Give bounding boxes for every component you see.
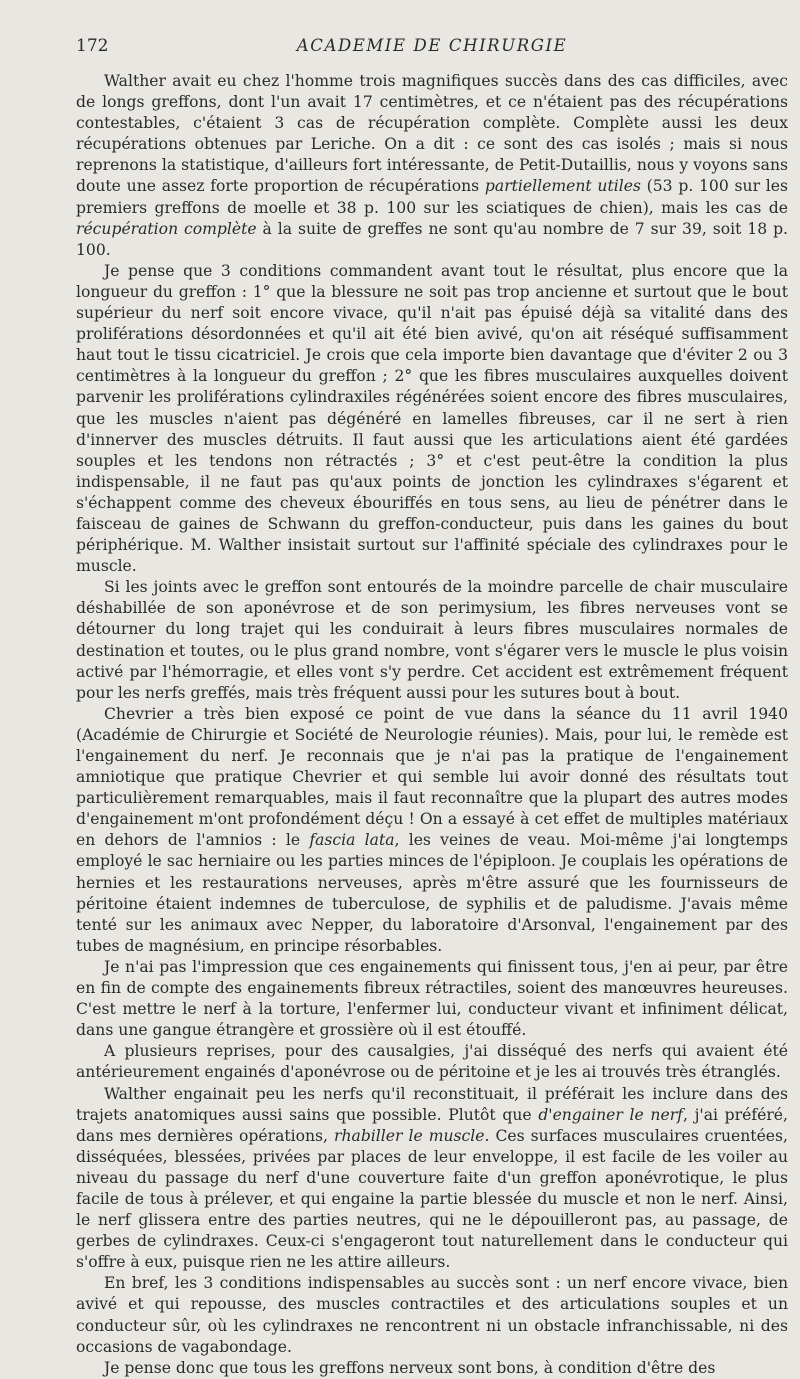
text-run: , les veines de veau. Moi-même j'ai longtemps employé le sac herniaire ou les parties minces de l'épiploon. Je couplais les opérations de hernies et les restaurations nerveuses, après m'être assuré que les fournisseurs de péritoine étaient indemnes de tuberculose, de syphilis et de paludisme. J'avais même tenté sur les animaux avec Nepper, du laboratoire d'Arsonval, l'engainement par des tubes de magnésium, en principe résorbables. xyxy=(76,831,788,955)
text-run: . Ces surfaces musculaires cruentées, disséquées, blessées, privées par places de leur enveloppe, il est facile de les voiler au niveau du passage du nerf d'une couverture faite d'un greffon aponévrotique, le plus facile de tous à prélever, et qui engaine la partie blessée du muscle et non le nerf. Ainsi, le nerf glissera entre des parties neutres, qui ne le dépouilleront pas, au passage, de gerbes de cylindraxes. Ceux-ci s'engageront tout naturellement dans le conducteur qui s'offre à eux, puisque rien ne les attire ailleurs. xyxy=(76,1126,788,1272)
italic-text: partiellement utiles xyxy=(484,177,641,196)
paragraph xyxy=(76,577,788,704)
text-run: Chevrier a très bien exposé ce point de vue dans la séance du 11 avril 1940 (Académie de Chirurgie et Société de Neurologie réunies). Mais, pour lui, le remède est l'engainement du nerf. Je reconnais que je n'ai pas la pratique de l'engainement amniotique que pratique Chevrier et qui semble lui avoir donné des résultats tout particulièrement remarquables, mais il faut reconnaître que la plupart des autres modes d'engainement m'ont profondément déçu ! On a essayé à cet effet de multiples matériaux en dehors de l'amnios : le xyxy=(76,704,788,850)
text-run: A plusieurs reprises, pour des causalgies, j'ai disséqué des nerfs qui avaient été antérieurement engainés d'aponévrose ou de péritoine et je les ai trouvés très étranglés. xyxy=(76,1042,788,1082)
text-run: (53 p. 100 sur les premiers greffons de moelle et 38 p. 100 sur les sciatiques de chien), mais les cas de xyxy=(76,177,788,217)
text-run: Walther engainait peu les nerfs qu'il reconstituait, il préférait les inclure dans des trajets anatomiques aussi sains que possible. Plutôt que xyxy=(76,1084,788,1124)
text-run: En bref, les 3 conditions indispensables au succès sont : un nerf encore vivace, bien avivé et qui repousse, des muscles contractiles et des articulations souples et un conducteur sûr, où les cylindraxes ne rencontrent ni un obstacle infranchissable, ni des occasions de vagabondage. xyxy=(76,1274,788,1356)
text-run: , j'ai préféré, dans mes dernières opérations, xyxy=(76,1105,788,1145)
body-text xyxy=(76,71,788,1379)
italic-text: fascia lata xyxy=(309,831,395,850)
italic-text: récupération complète xyxy=(76,219,257,238)
text-run: Je pense donc que tous les greffons nerveux sont bons, à condition d'être des xyxy=(104,1358,716,1377)
italic-text: rhabiller le muscle xyxy=(334,1126,485,1145)
paragraph xyxy=(76,1084,788,1274)
text-run: Je n'ai pas l'impression que ces engainements qui finissent tous, j'en ai peur, par être en fin de compte des engainements fibreux rétractiles, soient des manœuvres heureuses. C'est mettre le nerf à la torture, l'enfermer lui, conducteur vivant et infiniment délicat, dans une gangue étrangère et grossière où il est étouffé. xyxy=(76,957,788,1040)
text-run: Si les joints avec le greffon sont entourés de la moindre parcelle de chair musculaire déshabillée de son aponévrose et de son perimysium, les fibres nerveuses vont se détourner du long trajet qui les conduirait à leurs fibres musculaires normales de destination et toutes, ou le plus grand nombre, vont s'égarer vers le muscle le plus voisin activé par l'hémorragie, et elles vont s'y perdre. Cet accident est extrêmement fréquent pour les nerfs greffés, mais très fréquent aussi pour les sutures bout à bout. xyxy=(76,578,788,702)
italic-text: d'engainer le nerf xyxy=(538,1105,683,1124)
page-header xyxy=(76,36,788,60)
paragraph xyxy=(76,1273,788,1357)
text-run: à la suite de greffes ne sont qu'au nombre de 7 sur 39, soit 18 p. 100. xyxy=(76,219,789,259)
text-run: Je pense que 3 conditions commandent avant tout le résultat, plus encore que la longueur du greffon : 1° que la blessure ne soit pas trop ancienne et surtout que le bout supérieur du nerf soit encore vivace, qu'il n'ait pas épuisé déjà sa vitalité dans des proliférations désordonnées et qu'il ait été bien avivé, qu'on ait réséqué suffisamment haut tout le tissu cicatriciel. Je crois que cela importe bien davantage que d'éviter 2 ou 3 centimètres à la longueur du greffon ; 2° que les fibres musculaires auxquelles doivent parvenir les proliférations cylindraxiles régénérées soient encore des fibres musculaires, que les muscles n'aient pas dégénéré en lamelles fibreuses, car il ne sert à rien d'innerver des muscles détruits. Il faut aussi que les articulations aient été gardées souples et les tendons non rétractés ; 3° et c'est peut-être la condition la plus indispensable, il ne faut pas qu'aux points de jonction les cylindraxes s'égarent et s'échappent comme des cheveux ébouriffés en tous sens, au lieu de pénétrer dans le faisceau de gaines de Schwann du greffon-conducteur, puis dans les gaines du bout périphérique. M. Walther insistait surtout sur l'affinité spéciale des cylindraxes pour le muscle. xyxy=(76,261,788,576)
paragraph xyxy=(76,1358,788,1379)
paragraph xyxy=(76,957,788,1041)
paragraph xyxy=(76,261,788,577)
paragraph xyxy=(76,704,788,957)
paragraph xyxy=(76,71,788,261)
page-number: 172 xyxy=(76,36,109,56)
text-run: Walther avait eu chez l'homme trois magnifiques succès dans des cas difficiles, avec de longs greffons, dont l'un avait 17 centimètres, et ce n'étaient pas des récupérations contestables, c'étaient 3 cas de récupération complète. Complète aussi les deux récupérations obtenues par Leriche. On a dit : ce sont des cas isolés ; mais si nous reprenons la statistique, d'ailleurs fort intéressante, de Petit-Dutaillis, nous y voyons sans doute une assez forte proportion de récupérations xyxy=(76,72,788,196)
running-title: ACADEMIE DE CHIRURGIE xyxy=(296,36,568,55)
paragraph xyxy=(76,1041,788,1083)
